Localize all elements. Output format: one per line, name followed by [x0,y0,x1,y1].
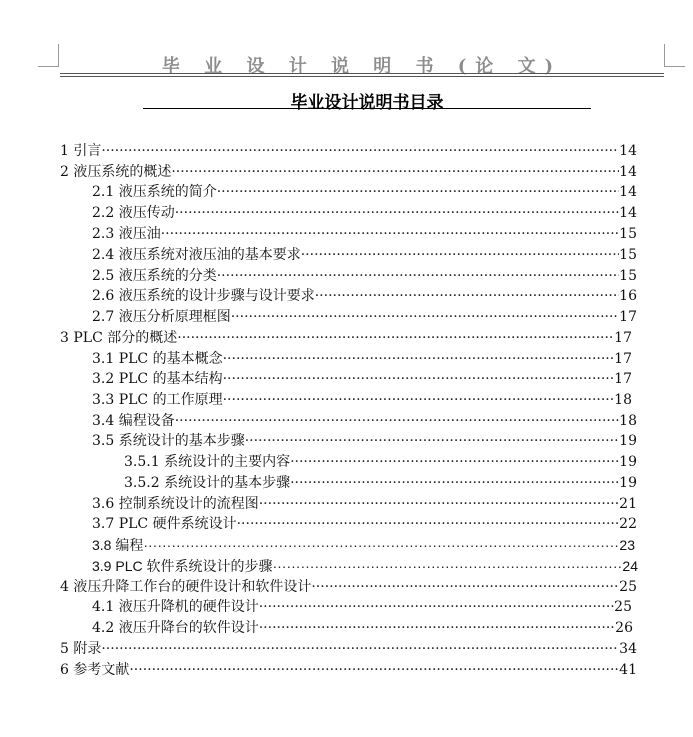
toc-entry-label: 3.8 编程 [92,537,144,553]
toc-entry-label: 3.7 PLC 硬件系统设计 [92,516,237,532]
toc-entry-label: 4.1 液压升降机的硬件设计 [92,599,259,615]
margin-corner-left [38,44,59,67]
toc-entry-label: 2.4 液压系统对液压油的基本要求 [92,247,301,263]
toc-entry-label: 2.5 液压系统的分类 [92,268,217,284]
toc-leader-dots [129,660,619,680]
toc-entry-label: 3.5.1 系统设计的主要内容 [124,454,291,470]
toc-entry[interactable] [92,618,633,638]
toc-entry-page: 18 [614,392,632,408]
toc-entry[interactable] [60,162,637,182]
toc-entry-label: 3.4 编程设备 [92,413,175,429]
toc-entry-page: 15 [619,268,637,284]
toc-entry[interactable] [124,452,637,472]
toc-leader-dots [171,162,619,182]
toc-entry-page: 19 [619,454,637,470]
toc-entry-page: 17 [614,330,632,346]
toc-entry[interactable] [92,349,632,369]
toc-leader-dots [315,286,619,306]
toc-leader-dots [259,597,614,617]
toc-leader-dots [217,182,619,202]
toc-entry-page: 23 [619,537,635,553]
toc-entry-page: 22 [619,516,637,532]
margin-corner-right [664,44,685,67]
toc-entry-label: 2.1 液压系统的简介 [92,184,217,200]
toc-entry-page: 17 [614,351,632,367]
toc-leader-dots [290,473,619,493]
toc-entry-label: 3.1 PLC 的基本概念 [92,351,223,367]
toc-entry-label: 5 附录 [60,641,102,657]
toc-entry-page: 14 [619,164,637,180]
toc-entry-page: 15 [619,226,637,242]
toc-entry-page: 24 [622,558,638,574]
toc-entry[interactable] [92,535,635,555]
toc-leader-dots [223,349,615,369]
toc-entry-label: 4.2 液压升降台的软件设计 [92,620,259,636]
toc-leader-dots [290,452,619,472]
toc-entry[interactable] [92,182,637,202]
toc-entry-page: 19 [619,433,637,449]
toc-entry-page: 41 [619,662,637,678]
toc-leader-dots [223,369,615,389]
title-underline [143,108,591,109]
toc-entry[interactable] [92,307,637,327]
toc-entry[interactable] [60,328,632,348]
toc-entry[interactable] [92,266,637,286]
header-rule-top [60,73,664,74]
toc-leader-dots [272,556,622,576]
toc-entry-page: 17 [619,309,637,325]
toc-entry-label: 3.5.2 系统设计的基本步骤 [124,475,291,491]
toc-entry-page: 21 [619,496,637,512]
toc-entry[interactable] [92,556,638,576]
toc-entry[interactable] [92,494,637,514]
toc-leader-dots [175,203,619,223]
toc-entry-label: 2.2 液压传动 [92,205,175,221]
header-rule-bottom [60,76,664,77]
toc-entry-label: 2.3 液压油 [92,226,161,242]
toc-entry-page: 14 [619,143,637,159]
toc-leader-dots [259,618,615,638]
toc-entry-page: 34 [619,641,637,657]
toc-leader-dots [245,431,619,451]
toc-leader-dots [101,639,619,659]
toc-leader-dots [175,411,619,431]
toc-entry[interactable] [92,286,637,306]
toc-entry-label: 6 参考文献 [60,662,130,678]
toc-entry-page: 14 [619,184,637,200]
toc-entry[interactable] [60,577,637,597]
toc-leader-dots [161,224,619,244]
page-header: 毕 业 设 计 说 明 书 (论 文) [161,56,563,77]
toc-leader-dots [231,307,619,327]
toc-leader-dots [259,494,619,514]
toc-entry[interactable] [92,597,632,617]
toc-entry-label: 3.9 PLC 软件系统设计的步骤 [92,558,273,574]
toc-entry-page: 15 [619,247,637,263]
toc-entry-page: 25 [614,599,632,615]
toc-entry-label: 3.2 PLC 的基本结构 [92,371,223,387]
toc-entry[interactable] [92,390,632,410]
toc-entry-label: 1 引言 [60,143,102,159]
toc-leader-dots [143,535,619,555]
toc-entry-label: 3.5 系统设计的基本步骤 [92,433,245,449]
toc-entry[interactable] [60,660,637,680]
toc-leader-dots [101,141,619,161]
toc-entry-page: 18 [619,413,637,429]
toc-entry[interactable] [60,141,637,161]
toc-entry[interactable] [92,411,637,431]
toc-entry[interactable] [124,473,637,493]
toc-entry-label: 2 液压系统的概述 [60,164,172,180]
toc-entry-page: 17 [614,371,632,387]
toc-entry-page: 26 [615,620,633,636]
toc-leader-dots [237,514,620,534]
toc-entry-label: 3.6 控制系统设计的流程图 [92,496,259,512]
toc-title: 毕业设计说明书目录 [290,93,444,113]
toc-leader-dots [177,328,614,348]
toc-entry-label: 3 PLC 部分的概述 [60,330,178,346]
toc-entry-label: 2.6 液压系统的设计步骤与设计要求 [92,288,315,304]
toc-entry[interactable] [92,369,632,389]
toc-entry[interactable] [60,639,637,659]
toc-entry-page: 19 [619,475,637,491]
toc-entry[interactable] [92,203,637,223]
toc-leader-dots [223,390,615,410]
toc-leader-dots [301,245,619,265]
toc-entry-label: 2.7 液压分析原理框图 [92,309,231,325]
toc-entry[interactable] [92,431,637,451]
toc-entry[interactable] [92,514,637,534]
toc-entry-page: 25 [619,579,637,595]
toc-leader-dots [311,577,619,597]
toc-entry-page: 14 [619,205,637,221]
toc-entry[interactable] [92,224,637,244]
toc-entry[interactable] [92,245,637,265]
toc-leader-dots [217,266,619,286]
toc-entry-label: 3.3 PLC 的工作原理 [92,392,223,408]
toc-entry-label: 4 液压升降工作台的硬件设计和软件设计 [60,579,312,595]
toc-entry-page: 16 [619,288,637,304]
